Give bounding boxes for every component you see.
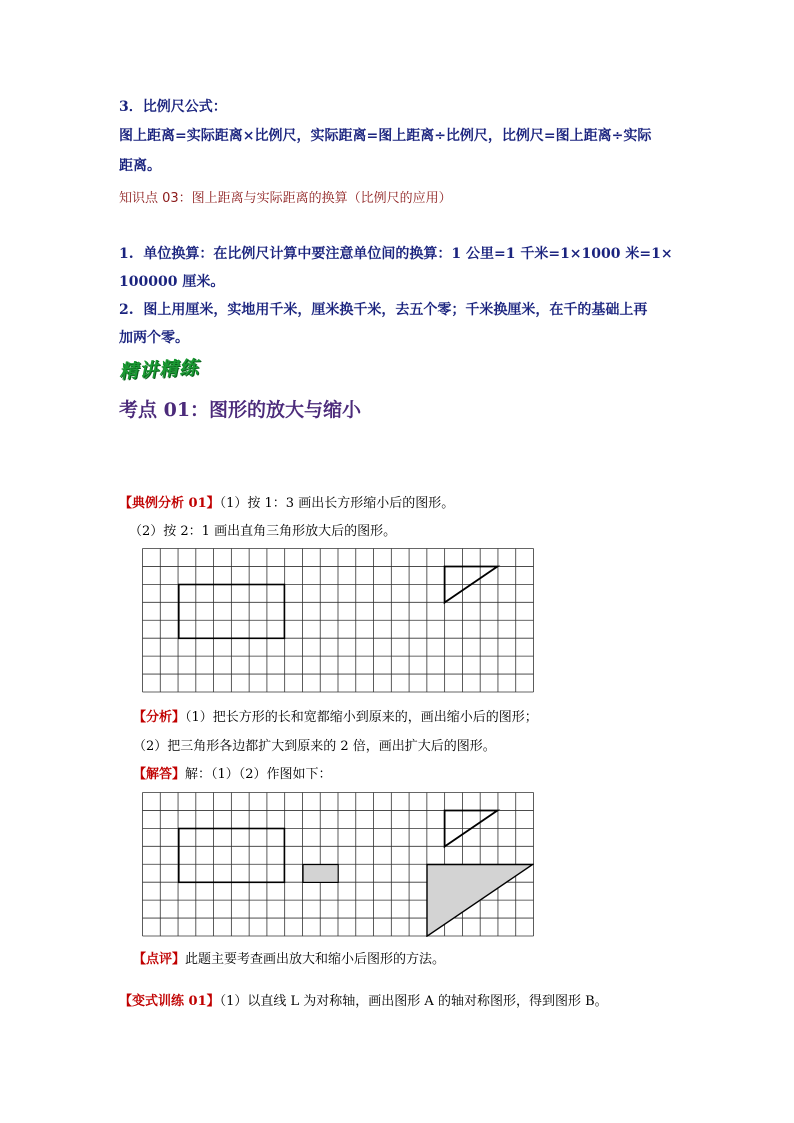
question-grid-lines [143,549,534,693]
analysis-tag: 【分析】 [133,710,186,725]
answer-grid [142,792,534,937]
reduced-rectangle [303,865,338,883]
example-tag: 【典例分析 01】 [119,496,220,511]
variant-line [119,990,608,1009]
knowledge-point-03: 知识点 03：图上距离与实际距离的换算（比例尺的应用） [119,191,452,206]
analysis-line-1 [133,706,538,725]
analysis-line-2: （2）把三角形各边都扩大到原来的 2 倍，画出扩大后的图形。 [133,739,496,754]
point-1-line-2: 100000 厘米。 [119,274,225,290]
brand-heading: 精讲精练 [118,356,200,383]
variant-text: （1）以直线 L 为对称轴，画出图形 A 的轴对称图形，得到图形 B。 [219,994,608,1009]
formula-line-2: 距离。 [119,158,161,174]
comment-line [133,948,445,967]
point-1-number: 1. [119,246,134,262]
answer-line [133,763,332,782]
point-1-text: 单位换算：在比例尺计算中要注意单位间的换算：1 公里=1 千米=1×1000 米=1× [143,246,673,262]
example-q2: （2）按 2：1 画出直角三角形放大后的图形。 [129,524,397,539]
point-2-line-1 [119,299,647,319]
question-grid [142,548,534,693]
answer-tag: 【解答】 [133,767,186,782]
point-2-line-2: 加两个零。 [119,330,189,346]
point-2-text: 图上用厘米，实地用千米，厘米换千米，去五个零；千米换厘米，在千的基础上再 [143,302,648,318]
formula-line-1: 图上距离=实际距离×比例尺，实际距离=图上距离÷比例尺，比例尺=图上距离÷实际 [119,128,652,144]
point-2-number: 2. [119,302,134,318]
answer-text: 解：（1）（2）作图如下： [185,767,332,782]
comment-tag: 【点评】 [133,952,186,967]
variant-tag: 【变式训练 01】 [119,994,220,1009]
example-q1 [119,492,454,511]
analysis-line-1-text: （1）把长方形的长和宽都缩小到原来的，画出缩小后的图形； [185,710,538,725]
example-q1-text: （1）按 1：3 画出长方形缩小后的图形。 [219,496,455,511]
section-title: 考点 01：图形的放大与缩小 [119,399,362,421]
comment-text: 此题主要考查画出放大和缩小后图形的方法。 [185,952,446,967]
point-1-line-1 [119,243,673,263]
formula-title: 3．比例尺公式： [119,99,227,115]
